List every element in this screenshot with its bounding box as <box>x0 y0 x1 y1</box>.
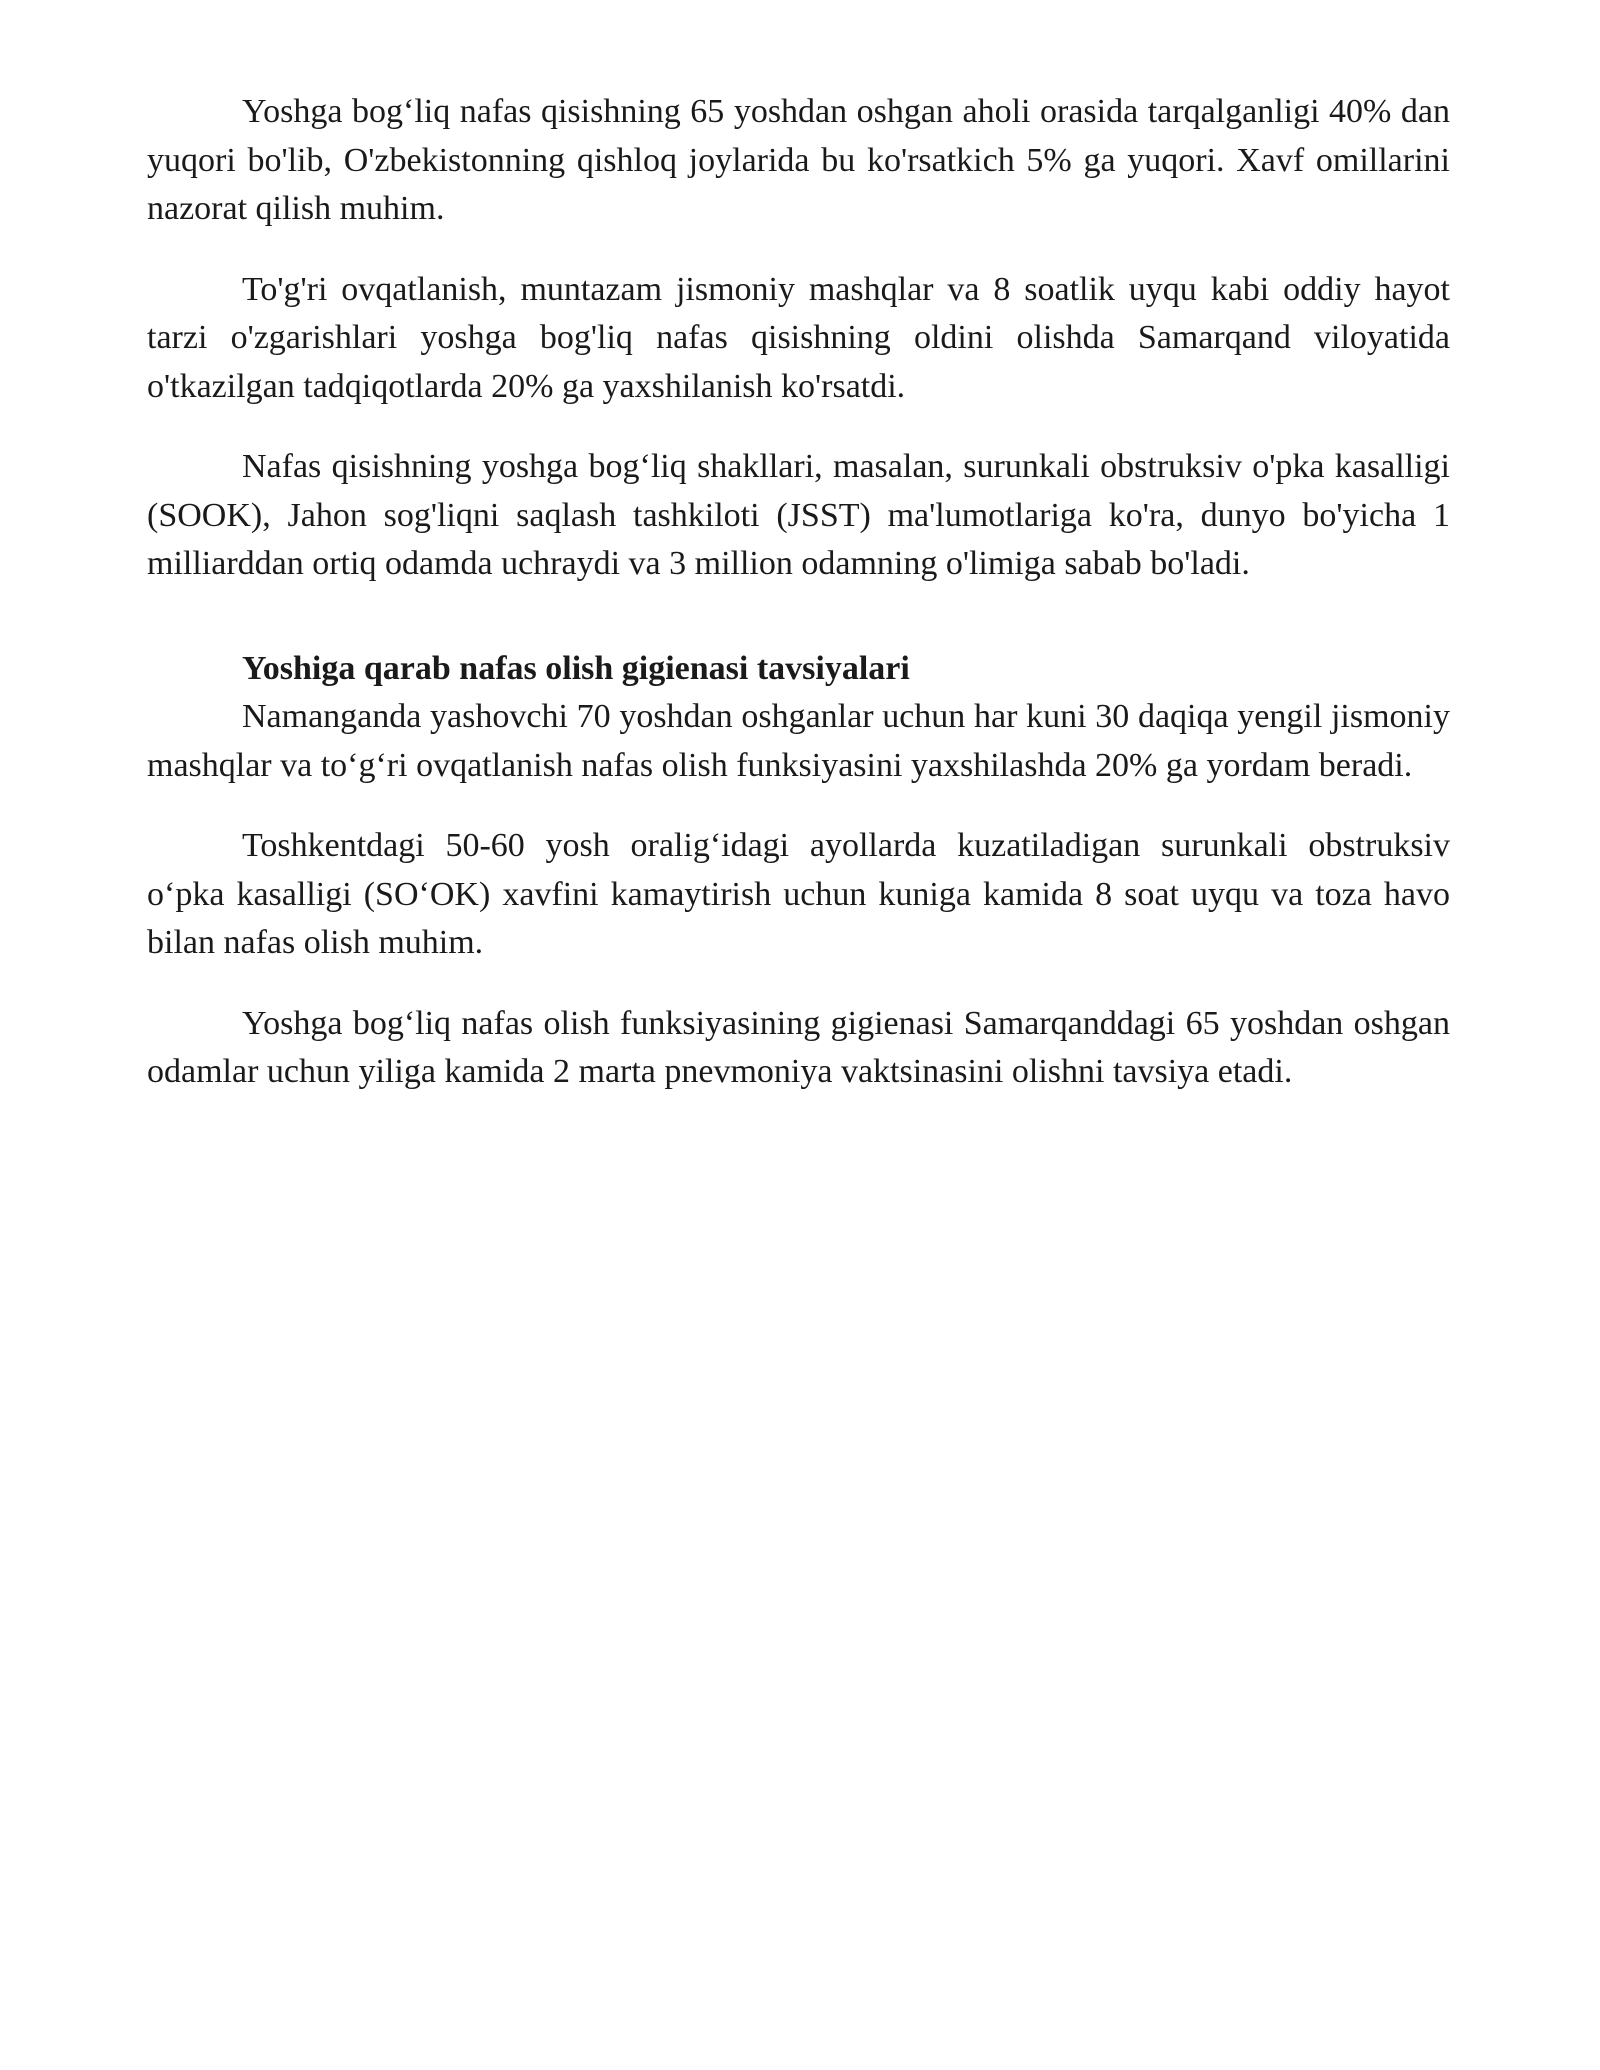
paragraph-tashkent: Toshkentdagi 50-60 yosh oralig‘idagi ayollarda kuzatiladigan surunkali obstruksiv o‘pka kasalligi (SO‘OK) xavfini kamaytirish uchun kuniga kamida 8 soat uyqu va toza havo bilan nafas olish muhim. <box>147 827 1450 961</box>
paragraph-prevalence: Yoshga bog‘liq nafas qisishning 65 yoshdan oshgan aholi orasida tarqalganligi 40% dan yuqori bo'lib, O'zbekistonning qishloq joylarida bu ko'rsatkich 5% ga yuqori. Xavf omillarini nazorat qilish muhim. <box>147 93 1450 227</box>
section-heading: Yoshiga qarab nafas olish gigienasi tavsiyalari <box>242 649 910 687</box>
paragraph-samarkand: Yoshga bog‘liq nafas olish funksiyasining gigienasi Samarqanddagi 65 yoshdan oshgan odamlar uchun yiliga kamida 2 marta pnevmoniya vaktsinasini olishni tavsiya etadi. <box>147 1004 1450 1090</box>
paragraph-namangan: Namanganda yashovchi 70 yoshdan oshganlar uchun har kuni 30 daqiqa yengil jismoniy mashqlar va to‘g‘ri ovqatlanish nafas olish funksiyasini yaxshilashda 20% ga yordam beradi. <box>147 698 1450 784</box>
paragraph-copd-stats: Nafas qisishning yoshga bog‘liq shakllari, masalan, surunkali obstruksiv o'pka kasalligi (SOOK), Jahon sog'liqni saqlash tashkiloti (JSST) ma'lumotlariga ko'ra, dunyo bo'yicha 1 milliarddan ortiq odamda uchraydi va 3 million odamning o'limiga sabab bo'ladi. <box>147 448 1450 582</box>
paragraph-lifestyle: To'g'ri ovqatlanish, muntazam jismoniy mashqlar va 8 soatlik uyqu kabi oddiy hayot tarzi o'zgarishlari yoshga bog'liq nafas qisishning oldini olishda Samarqand viloyatida o'tkazilgan tadqiqotlarda 20% ga yaxshilanish ko'rsatdi. <box>147 270 1450 405</box>
document-page <box>147 88 1450 1129</box>
